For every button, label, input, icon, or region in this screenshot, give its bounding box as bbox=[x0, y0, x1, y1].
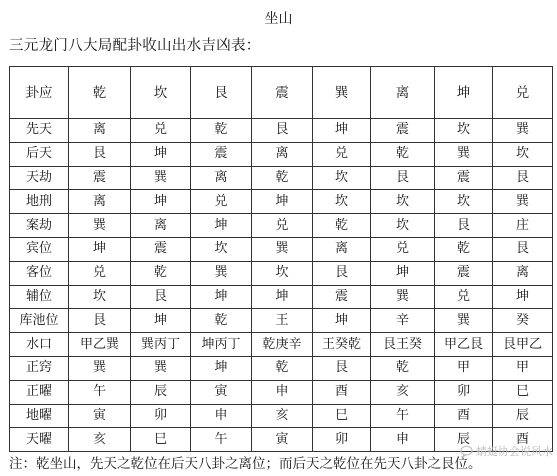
table-cell: 坎 bbox=[313, 166, 371, 190]
table-cell: 艮 bbox=[435, 214, 493, 238]
table-cell: 酉 bbox=[313, 380, 371, 404]
table-cell: 兑 bbox=[371, 237, 435, 261]
header-cell: 震 bbox=[252, 67, 313, 119]
table-cell: 乾 bbox=[252, 356, 313, 380]
header-cell: 艮 bbox=[191, 67, 252, 119]
table-cell: 亥 bbox=[371, 380, 435, 404]
table-cell: 酉 bbox=[435, 404, 493, 428]
table-cell: 坤 bbox=[252, 285, 313, 309]
table-cell: 艮 bbox=[371, 166, 435, 190]
table-row bbox=[10, 309, 553, 333]
table-header-row bbox=[10, 67, 553, 119]
table-cell: 乾 bbox=[191, 119, 252, 143]
table-cell: 乾 bbox=[252, 166, 313, 190]
table-cell: 坤 bbox=[131, 309, 191, 333]
table-cell: 震 bbox=[131, 237, 191, 261]
table-cell: 寅 bbox=[69, 404, 131, 428]
table-cell: 坎 bbox=[191, 237, 252, 261]
row-label-cell: 天劫 bbox=[10, 166, 69, 190]
table-cell: 艮 bbox=[252, 119, 313, 143]
table-cell: 庄 bbox=[493, 214, 553, 238]
table-cell: 申 bbox=[252, 380, 313, 404]
table-cell: 艮 bbox=[493, 237, 553, 261]
table-row bbox=[10, 142, 553, 166]
table-cell: 坤 bbox=[371, 261, 435, 285]
table-cell: 艮甲乙 bbox=[493, 333, 553, 357]
table-cell: 乾 bbox=[435, 237, 493, 261]
table-cell: 离 bbox=[69, 119, 131, 143]
table-cell: 坎 bbox=[493, 142, 553, 166]
table-cell: 坎 bbox=[252, 261, 313, 285]
table-cell: 震 bbox=[435, 261, 493, 285]
table-cell: 乾 bbox=[131, 261, 191, 285]
table-cell: 震 bbox=[435, 166, 493, 190]
header-cell: 离 bbox=[371, 67, 435, 119]
row-label-cell: 库池位 bbox=[10, 309, 69, 333]
table-cell: 巳 bbox=[131, 428, 191, 452]
table-cell: 巽 bbox=[69, 214, 131, 238]
row-label-cell: 正窍 bbox=[10, 356, 69, 380]
table-body bbox=[10, 67, 553, 452]
trigram-table bbox=[9, 66, 553, 452]
table-cell: 离 bbox=[69, 190, 131, 214]
table-cell: 震 bbox=[313, 285, 371, 309]
watermark-text: 蜻蜓协会说风水 bbox=[476, 445, 553, 458]
table-cell: 王 bbox=[252, 309, 313, 333]
table-cell: 坎 bbox=[435, 119, 493, 143]
table-row bbox=[10, 261, 553, 285]
row-label-cell: 地刑 bbox=[10, 190, 69, 214]
table-cell: 甲 bbox=[435, 356, 493, 380]
table-cell: 申 bbox=[371, 428, 435, 452]
header-cell: 卦应 bbox=[10, 67, 69, 119]
table-cell: 兑 bbox=[435, 285, 493, 309]
table-cell: 巽 bbox=[435, 309, 493, 333]
table-cell: 午 bbox=[69, 380, 131, 404]
table-cell: 兑 bbox=[252, 214, 313, 238]
table-cell: 坤 bbox=[313, 119, 371, 143]
table-cell: 乾 bbox=[191, 309, 252, 333]
table-cell: 卯 bbox=[131, 404, 191, 428]
table-cell: 巽 bbox=[131, 356, 191, 380]
table-cell: 辰 bbox=[131, 380, 191, 404]
table-cell: 甲 bbox=[493, 356, 553, 380]
row-label-cell: 水口 bbox=[10, 333, 69, 357]
table-cell: 巽 bbox=[69, 356, 131, 380]
table-cell: 艮 bbox=[493, 166, 553, 190]
table-cell: 坤丙丁 bbox=[191, 333, 252, 357]
table-cell: 巽 bbox=[371, 285, 435, 309]
table-cell: 艮 bbox=[69, 142, 131, 166]
table-cell: 巳 bbox=[313, 404, 371, 428]
table-cell: 巽丙丁 bbox=[131, 333, 191, 357]
row-label-cell: 正曜 bbox=[10, 380, 69, 404]
header-cell: 巽 bbox=[313, 67, 371, 119]
table-cell: 兑 bbox=[313, 142, 371, 166]
row-label-cell: 先天 bbox=[10, 119, 69, 143]
table-cell: 震 bbox=[371, 119, 435, 143]
header-cell: 坎 bbox=[131, 67, 191, 119]
row-label-cell: 后天 bbox=[10, 142, 69, 166]
table-cell: 辛 bbox=[371, 309, 435, 333]
table-cell: 坤 bbox=[191, 285, 252, 309]
table-cell: 午 bbox=[371, 404, 435, 428]
row-label-cell: 案劫 bbox=[10, 214, 69, 238]
row-label-cell: 客位 bbox=[10, 261, 69, 285]
table-cell: 申 bbox=[191, 404, 252, 428]
table-cell: 艮 bbox=[313, 261, 371, 285]
table-cell: 震 bbox=[191, 142, 252, 166]
table-row bbox=[10, 285, 553, 309]
table-cell: 兑 bbox=[69, 261, 131, 285]
table-cell: 兑 bbox=[131, 119, 191, 143]
table-cell: 离 bbox=[131, 214, 191, 238]
table-row bbox=[10, 166, 553, 190]
table-cell: 卯 bbox=[435, 380, 493, 404]
table-row bbox=[10, 404, 553, 428]
table-cell: 王癸乾 bbox=[313, 333, 371, 357]
table-cell: 亥 bbox=[252, 404, 313, 428]
table-row bbox=[10, 333, 553, 357]
table-cell: 辰 bbox=[493, 404, 553, 428]
table-cell: 巽 bbox=[191, 261, 252, 285]
header-cell: 坤 bbox=[435, 67, 493, 119]
table-cell: 坤 bbox=[493, 285, 553, 309]
table-cell: 离 bbox=[191, 166, 252, 190]
table-row bbox=[10, 356, 553, 380]
table-cell: 寅 bbox=[252, 428, 313, 452]
page-title: 坐山 bbox=[264, 11, 293, 27]
table-cell: 癸 bbox=[493, 309, 553, 333]
table-cell: 艮 bbox=[313, 356, 371, 380]
table-cell: 亥 bbox=[69, 428, 131, 452]
table-cell: 巽 bbox=[435, 142, 493, 166]
table-cell: 甲乙艮 bbox=[435, 333, 493, 357]
table-cell: 震 bbox=[69, 166, 131, 190]
table-cell: 巽 bbox=[131, 166, 191, 190]
header-cell: 兑 bbox=[493, 67, 553, 119]
table-cell: 卯 bbox=[313, 428, 371, 452]
row-label-cell: 天曜 bbox=[10, 428, 69, 452]
table-cell: 坤 bbox=[191, 356, 252, 380]
table-cell: 坤 bbox=[252, 190, 313, 214]
table-cell: 午 bbox=[191, 428, 252, 452]
row-label-cell: 地曜 bbox=[10, 404, 69, 428]
table-row bbox=[10, 237, 553, 261]
table-cell: 坤 bbox=[69, 237, 131, 261]
table-cell: 乾 bbox=[313, 214, 371, 238]
table-cell: 艮王癸 bbox=[371, 333, 435, 357]
table-cell: 坎 bbox=[371, 190, 435, 214]
table-cell: 酉 bbox=[493, 428, 553, 452]
table-row bbox=[10, 119, 553, 143]
table-cell: 乾庚辛 bbox=[252, 333, 313, 357]
table-cell: 巽 bbox=[493, 119, 553, 143]
table-cell: 坎 bbox=[371, 214, 435, 238]
table-cell: 离 bbox=[493, 261, 553, 285]
table-row bbox=[10, 380, 553, 404]
table-cell: 乾 bbox=[371, 142, 435, 166]
table-cell: 坤 bbox=[131, 190, 191, 214]
table-cell: 艮 bbox=[131, 285, 191, 309]
table-cell: 坎 bbox=[69, 285, 131, 309]
row-label-cell: 辅位 bbox=[10, 285, 69, 309]
table-cell: 巽 bbox=[493, 190, 553, 214]
table-cell: 巳 bbox=[493, 380, 553, 404]
table-cell: 离 bbox=[313, 237, 371, 261]
table-cell: 巽 bbox=[252, 237, 313, 261]
table-caption: 三元龙门八大局配卦收山出水吉凶表： bbox=[9, 38, 261, 54]
table-cell: 兑 bbox=[191, 190, 252, 214]
table-cell: 坤 bbox=[191, 214, 252, 238]
table-cell: 寅 bbox=[191, 380, 252, 404]
table-cell: 甲乙巽 bbox=[69, 333, 131, 357]
table-cell: 辰 bbox=[435, 428, 493, 452]
table-cell: 坤 bbox=[131, 142, 191, 166]
table-cell: 坎 bbox=[435, 190, 493, 214]
table-row bbox=[10, 214, 553, 238]
footnote: 注：乾坐山，先天之乾位在后天八卦之离位；而后天之乾位在先天八卦之艮位。 bbox=[9, 456, 482, 472]
table-cell: 坎 bbox=[313, 190, 371, 214]
header-cell: 乾 bbox=[69, 67, 131, 119]
table-cell: 乾 bbox=[371, 356, 435, 380]
row-label-cell: 宾位 bbox=[10, 237, 69, 261]
table-cell: 艮 bbox=[69, 309, 131, 333]
table-cell: 坤 bbox=[313, 309, 371, 333]
table-cell: 离 bbox=[252, 142, 313, 166]
table-row bbox=[10, 428, 553, 452]
table-row bbox=[10, 190, 553, 214]
